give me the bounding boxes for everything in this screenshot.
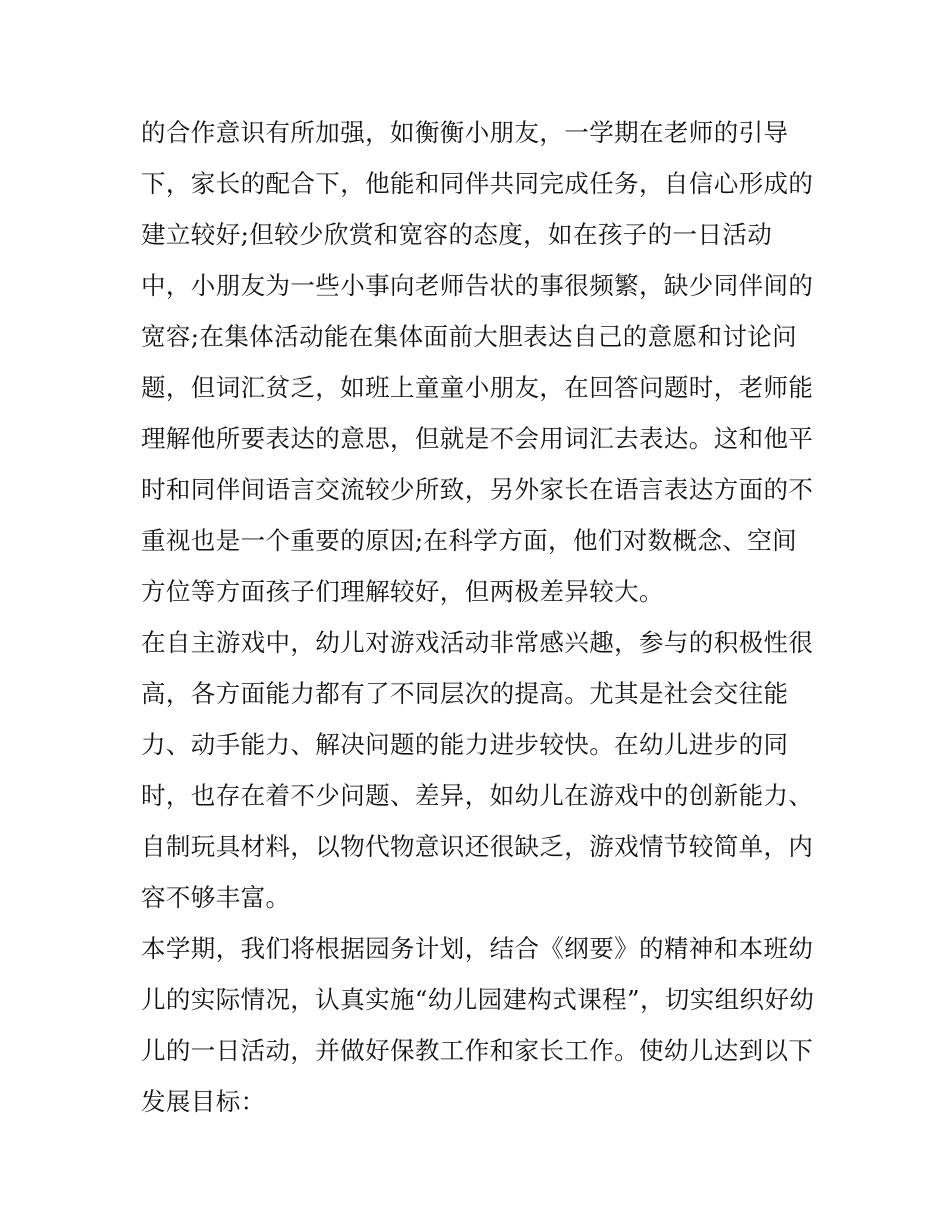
body-text <box>141 107 821 1127</box>
paragraph-3-line-2: 儿的实际情况，认真实施“幼儿园建构式课程”，切实组织好幼 <box>141 985 815 1014</box>
paragraph-2-line-1: 在自主游戏中，幼儿对游戏活动非常感兴趣，参与的积极性很 <box>141 628 814 657</box>
paragraph-1-line-6: 题，但词汇贫乏，如班上童童小朋友，在回答问题时，老师能 <box>141 373 814 402</box>
paragraph-2-line-2: 高，各方面能力都有了不同层次的提高。尤其是社会交往能 <box>141 679 789 708</box>
paragraph-1-line-2: 下，家长的配合下，他能和同伴共同完成任务，自信心形成的 <box>141 169 814 198</box>
paragraph-1-line-3: 建立较好;但较少欣赏和宽容的态度，如在孩子的一日活动 <box>141 220 773 249</box>
paragraph-3-line-3: 儿的一日活动，并做好保教工作和家长工作。使幼儿达到以下 <box>141 1036 814 1065</box>
paragraph-1-line-1: 的合作意识有所加强，如衡衡小朋友，一学期在老师的引导 <box>141 118 789 147</box>
paragraph-2-line-5: 自制玩具材料，以物代物意识还很缺乏，游戏情节较简单，内 <box>141 832 814 861</box>
paragraph-3-line-1: 本学期，我们将根据园务计划，结合《纲要》的精神和本班幼 <box>141 934 814 963</box>
paragraph-1-line-7: 理解他所要表达的意思，但就是不会用词汇去表达。这和他平 <box>141 424 814 453</box>
paragraph-1-line-8: 时和同伴间语言交流较少所致，另外家长在语言表达方面的不 <box>141 475 814 504</box>
paragraph-1-line-4: 中，小朋友为一些小事向老师告状的事很频繁，缺少同伴间的 <box>141 271 814 300</box>
paragraph-1-line-10: 方位等方面孩子们理解较好，但两极差异较大。 <box>141 577 664 606</box>
paragraph-1-line-9: 重视也是一个重要的原因;在科学方面，他们对数概念、空间 <box>141 526 798 555</box>
paragraph-2-line-4: 时，也存在着不少问题、差异，如幼儿在游戏中的创新能力、 <box>141 781 814 810</box>
paragraph-2-line-6: 容不够丰富。 <box>141 883 291 912</box>
paragraph-2-line-3: 力、动手能力、解决问题的能力进步较快。在幼儿进步的同 <box>141 730 789 759</box>
paragraph-1-line-5: 宽容;在集体活动能在集体面前大胆表达自己的意愿和讨论问 <box>141 322 798 351</box>
paragraph-3-line-4: 发展目标： <box>141 1087 266 1116</box>
